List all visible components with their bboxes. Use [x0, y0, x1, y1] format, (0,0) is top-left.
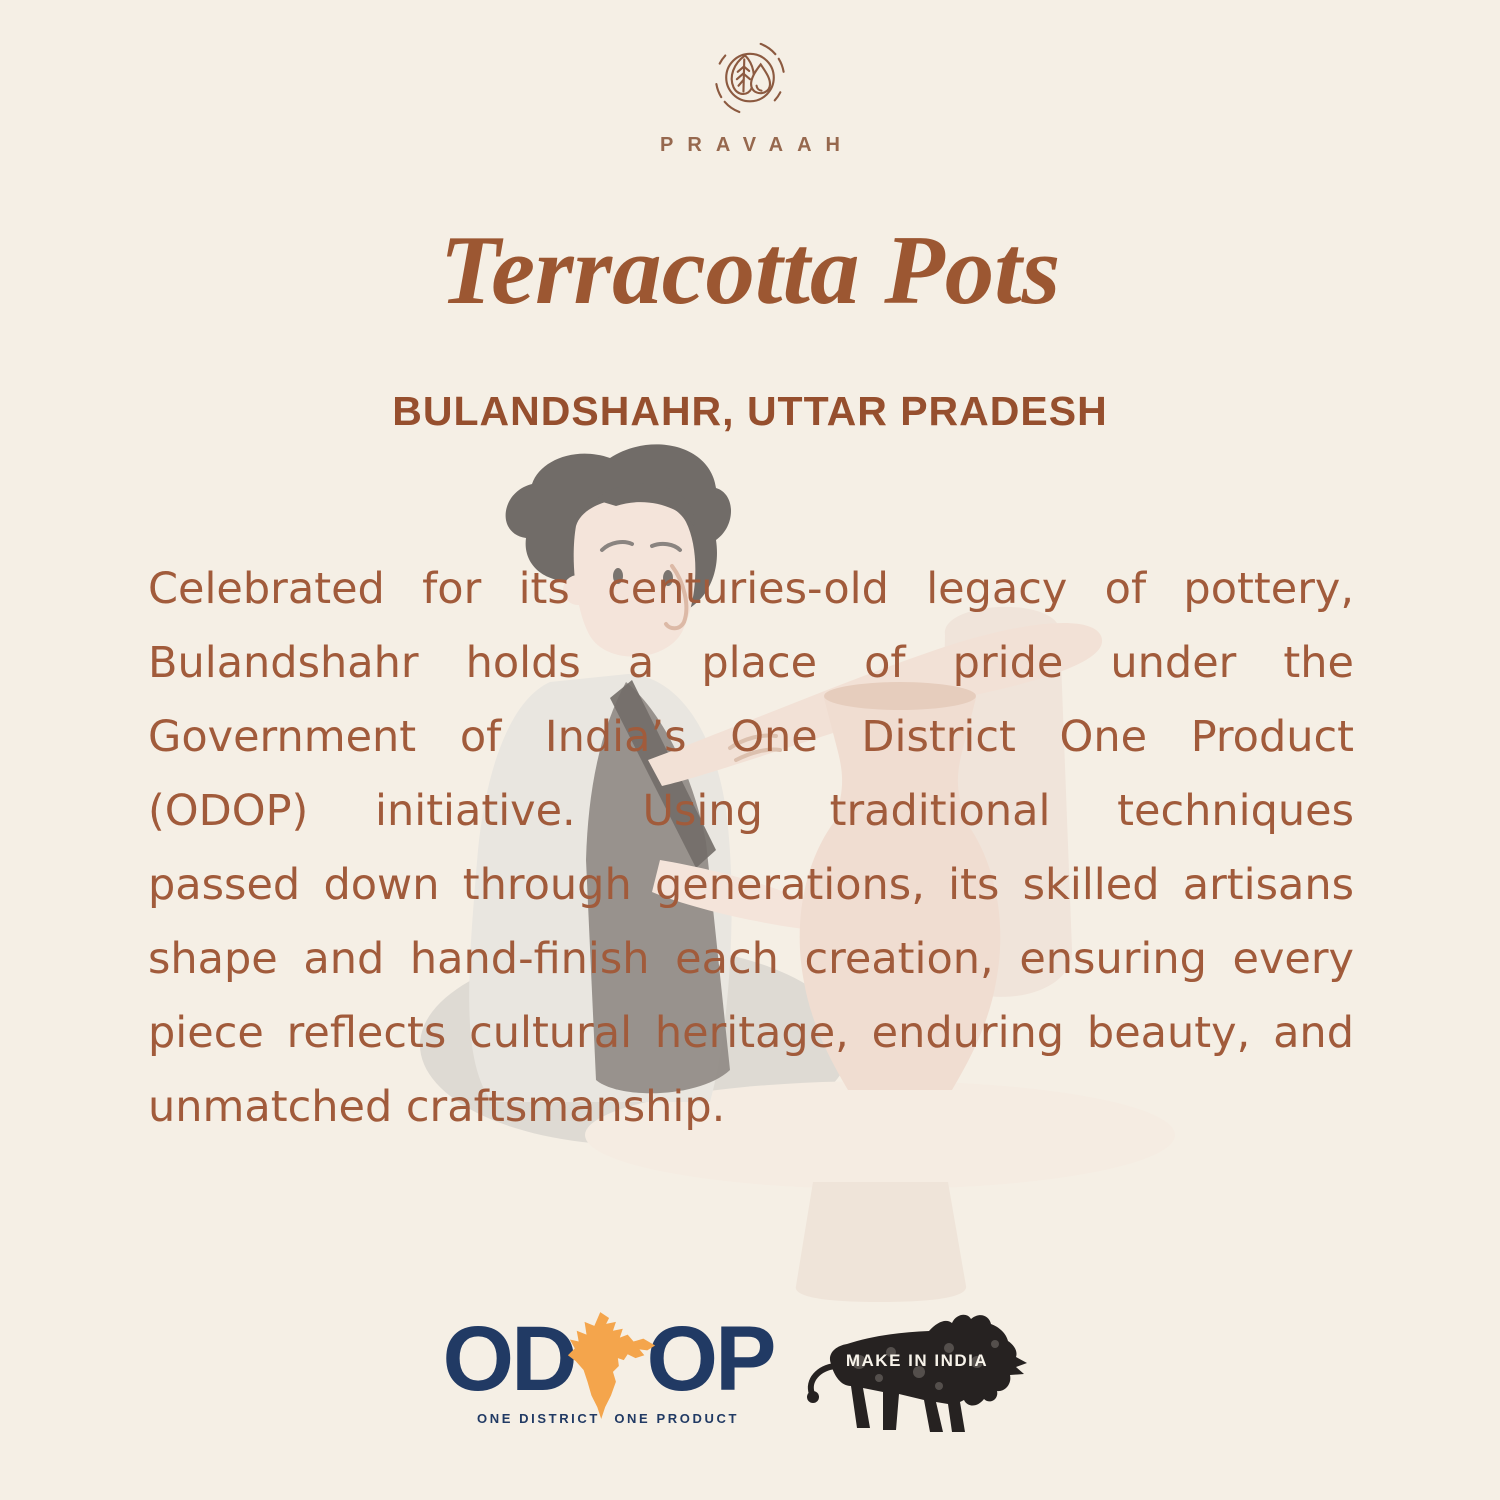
body-line: Bulandshahr holds a place of pride under the	[148, 638, 1354, 688]
lion-icon	[807, 1315, 1027, 1432]
body-line: shape and hand-finish each creation, ensuring every	[148, 934, 1354, 984]
odop-tagline-left: ONE DISTRICT	[477, 1410, 600, 1426]
make-in-india-label: MAKE IN INDIA	[845, 1351, 989, 1370]
body-line: Celebrated for its centuries-old legacy of pottery,	[148, 564, 1354, 614]
brand-header	[0, 38, 1500, 157]
brand-name: PRAVAAH	[660, 134, 854, 156]
footer-logos	[0, 1298, 1500, 1440]
body-line: passed down through generations, its skilled artisans	[148, 860, 1354, 910]
odop-word-left: OD	[442, 1307, 575, 1410]
location-subtitle: BULANDSHAHR, UTTAR PRADESH	[392, 388, 1108, 434]
odop-logo	[442, 1307, 774, 1426]
body-line: piece reflects cultural heritage, enduring beauty, and	[148, 1008, 1354, 1058]
leaf-drop-icon	[709, 38, 791, 122]
odop-wordmark	[442, 1307, 774, 1410]
india-map-icon	[563, 1307, 661, 1427]
body-line: (ODOP) initiative. Using traditional techniques	[148, 786, 1354, 836]
page-title: Terracotta Pots	[439, 216, 1061, 325]
odop-tagline-right: ONE PRODUCT	[614, 1410, 739, 1426]
odop-word-right: OP	[646, 1307, 774, 1410]
make-in-india-logo	[799, 1302, 1031, 1440]
body-line: unmatched craftsmanship.	[148, 1082, 726, 1132]
body-paragraph	[148, 552, 1354, 1144]
body-line: Government of India’s One District One Product	[148, 712, 1354, 762]
